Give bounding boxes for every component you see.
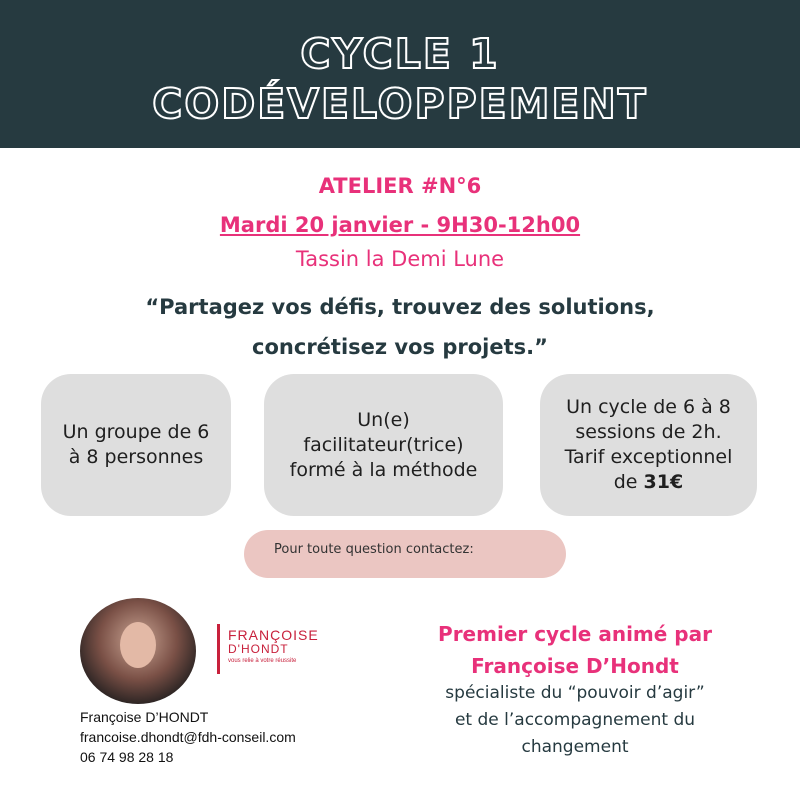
animator-heading xyxy=(396,618,754,682)
logo-line-2: D'HONDT xyxy=(228,642,289,656)
contact-pill: Pour toute question contactez: xyxy=(244,530,566,578)
atelier-number: ATELIER #N°6 xyxy=(318,174,482,198)
animator-line-2: Françoise D’Hondt xyxy=(471,654,679,678)
person-email: francoise.dhondt@fdh-conseil.com xyxy=(80,729,296,745)
brand-logo xyxy=(217,624,319,674)
price-value: 31€ xyxy=(643,471,684,493)
facilitator-line-1: Un(e) xyxy=(357,408,410,431)
group-line-2: à 8 personnes xyxy=(68,446,204,468)
cycle-line-1: Un cycle de 6 à 8 xyxy=(566,396,731,418)
cycle-line-2: sessions de 2h. xyxy=(575,421,722,443)
event-location: Tassin la Demi Lune xyxy=(295,247,505,271)
group-size-card xyxy=(41,374,231,516)
facilitator-card xyxy=(264,374,503,516)
quote-line-2: concrétisez vos projets.” xyxy=(252,335,548,359)
facilitator-line-2: facilitateur(trice) xyxy=(303,433,464,456)
cycle-title: CYCLE 1 xyxy=(300,30,500,78)
person-phone: 06 74 98 28 18 xyxy=(80,749,174,765)
cycle-price-card xyxy=(540,374,757,516)
quote-line-1: “Partagez vos défis, trouvez des solutions, xyxy=(145,295,655,319)
person-name: Françoise D’HONDT xyxy=(80,709,209,725)
face-shape xyxy=(120,622,156,668)
logo-tagline: vous relie à votre réussite xyxy=(228,658,297,664)
animator-desc-3: changement xyxy=(521,737,629,757)
group-line-1: Un groupe de 6 xyxy=(62,421,210,443)
cycle-line-3: Tarif exceptionnel xyxy=(564,446,733,468)
codeveloppement-title: CODÉVELOPPEMENT xyxy=(152,80,648,128)
logo-line-1: FRANÇOISE xyxy=(228,627,319,643)
contact-details xyxy=(80,707,296,767)
tagline-quote xyxy=(0,287,800,367)
facilitator-line-3: formé à la méthode xyxy=(289,458,478,481)
event-date: Mardi 20 janvier - 9H30-12h00 xyxy=(219,213,581,237)
animator-desc-2: et de l’accompagnement du xyxy=(454,710,696,730)
animator-line-1: Premier cycle animé par xyxy=(438,622,712,646)
animator-desc-1: spécialiste du “pouvoir d’agir” xyxy=(445,683,705,703)
animator-description xyxy=(396,680,754,761)
price-prefix: de xyxy=(613,471,644,493)
cycle-line-4 xyxy=(565,470,733,495)
profile-photo xyxy=(80,598,196,704)
